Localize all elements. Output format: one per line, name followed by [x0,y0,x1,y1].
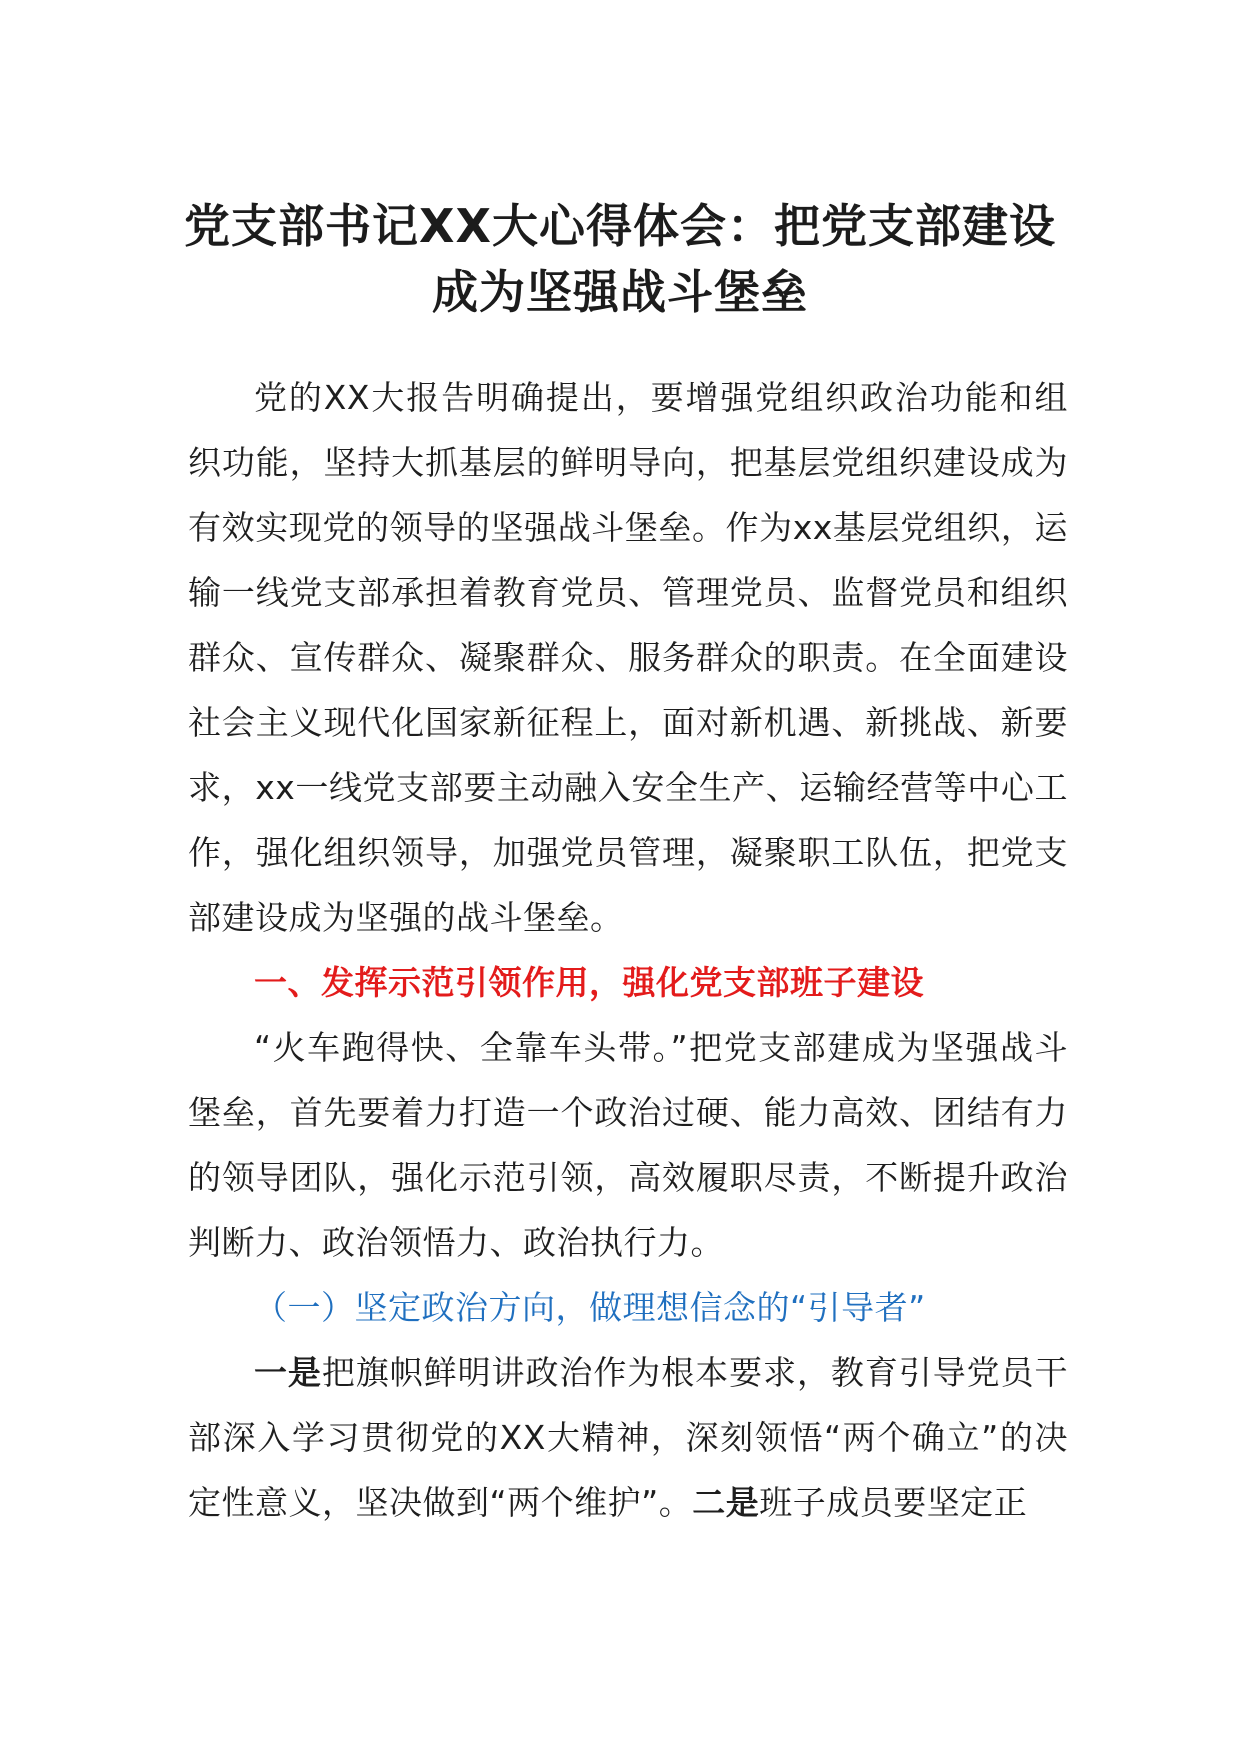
section-heading-1: 一、发挥示范引领作用，强化党支部班子建设 [254,963,924,1002]
points-paragraph [188,1340,1068,1535]
section-1-paragraph: “火车跑得快、全靠车头带。”把党支部建成为坚强战斗堡垒，首先要着力打造一个政治过硬、能力高效、团结有力的领导团队，强化示范引领，高效履职尽责，不断提升政治判断力、政治领悟力、政治执行力。 [188,1028,1068,1262]
title-line-2: 成为坚强战斗堡垒 [432,265,808,319]
title-line-1: 党支部书记XX大心得体会：把党支部建设 [184,199,1056,253]
point-2-lead: 二是 [692,1483,760,1522]
document-title [160,193,1080,325]
document-body [188,365,1068,1535]
intro-paragraph: 党的XX大报告明确提出，要增强党组织政治功能和组织功能，坚持大抓基层的鲜明导向，把基层党组织建设成为有效实现党的领导的坚强战斗堡垒。作为xx基层党组织，运输一线党支部承担着教育党员、管理党员、监督党员和组织群众、宣传群众、凝聚群众、服务群众的职责。在全面建设社会主义现代化国家新征程上，面对新机遇、新挑战、新要求，xx一线党支部要主动融入安全生产、运输经营等中心工作，强化组织领导，加强党员管理，凝聚职工队伍，把党支部建设成为坚强的战斗堡垒。 [188,378,1068,937]
point-2-text: 班子成员要坚定正 [759,1483,1028,1522]
point-1-text: 把旗帜鲜明讲政治作为根本要求，教育引导党员干部深入学习贯彻党的XX大精神，深刻领悟“两个确立”的决定性意义，坚决做到“两个维护”。 [188,1353,1069,1522]
point-1-lead: 一是 [254,1353,322,1392]
subsection-heading-1: （一）坚定政治方向，做理想信念的“引导者” [254,1288,926,1327]
